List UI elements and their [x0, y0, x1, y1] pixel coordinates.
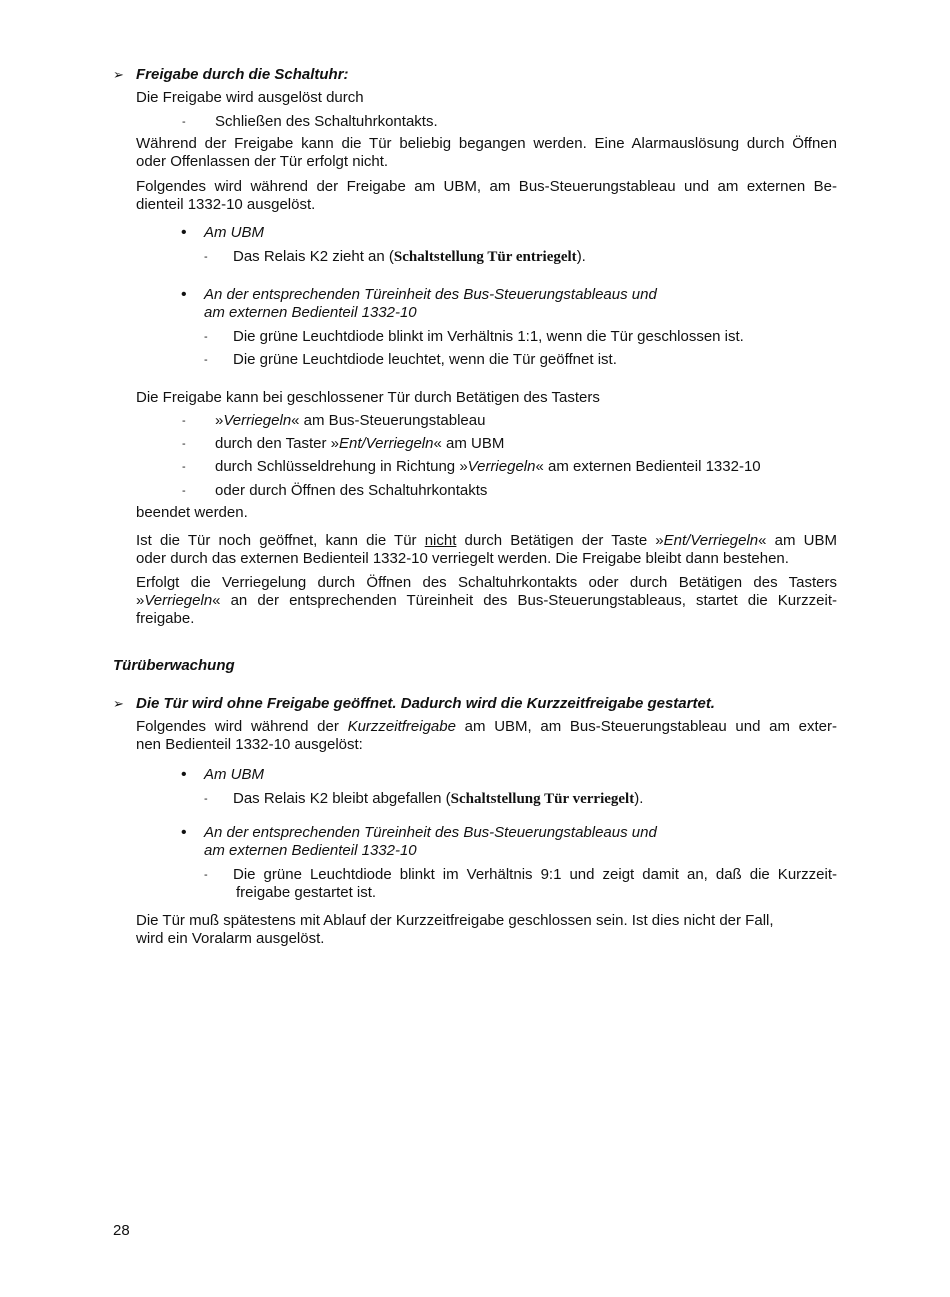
text-run: Das Relais K2 bleibt abgefallen ( [233, 790, 451, 807]
dash-marker: - [204, 793, 208, 805]
bullet-icon: • [181, 766, 187, 783]
dash-marker: - [204, 354, 208, 366]
underlined-text: nicht [424, 532, 457, 549]
list-item [215, 458, 761, 476]
paragraph: freigabe. [136, 610, 195, 627]
section-title-tueruberwachung: Türüberwachung [113, 657, 235, 674]
dash-marker: - [182, 485, 186, 497]
paragraph: nen Bedienteil 1332-10 ausgelöst: [136, 736, 363, 753]
paragraph [136, 592, 837, 610]
dash-marker: - [204, 251, 208, 263]
text-run: Ent/Verriegeln [663, 532, 759, 549]
list-item: Schließen des Schaltuhrkontakts. [215, 113, 438, 130]
text-run: am UBM, am Bus-Steuerungstableau und am exter- [455, 718, 837, 735]
paragraph: dienteil 1332-10 ausgelöst. [136, 196, 316, 213]
dash-marker: - [182, 116, 186, 128]
section-heading-schaltuhr: Freigabe durch die Schaltuhr: [136, 66, 349, 83]
list-item: Die grüne Leuchtdiode blinkt im Verhältnis 9:1 und zeigt damit an, daß die Kurzzeit- [233, 866, 837, 883]
text-run: « am UBM [433, 435, 505, 452]
bullet-icon: • [181, 824, 187, 841]
text-run: Folgendes wird während der [136, 718, 348, 735]
paragraph: Während der Freigabe kann die Tür beliebig begangen werden. Eine Alarmauslösung durch Öffnen [136, 135, 837, 152]
list-item: freigabe gestartet ist. [236, 884, 377, 901]
paragraph: Erfolgt die Verriegelung durch Öffnen des Schaltuhrkontakts oder durch Betätigen des Tasters [136, 574, 837, 591]
text-run: Verriegeln [467, 458, 536, 475]
text-run: » [136, 592, 145, 609]
paragraph [136, 532, 837, 550]
text-run: ). [576, 248, 586, 265]
bullet-heading: An der entsprechenden Türeinheit des Bus-Steuerungstableaus und [204, 824, 657, 841]
arrow-bullet-icon: ➢ [113, 67, 124, 82]
switch-state-text: Schaltstellung Tür verriegelt [450, 791, 635, 807]
dash-marker: - [182, 438, 186, 450]
list-item: Die grüne Leuchtdiode leuchtet, wenn die Tür geöffnet ist. [233, 351, 617, 368]
bullet-heading: am externen Bedienteil 1332-10 [204, 842, 417, 859]
paragraph: beendet werden. [136, 504, 248, 521]
text-run: Ist die Tür noch geöffnet, kann die Tür [136, 532, 425, 549]
bullet-heading: am externen Bedienteil 1332-10 [204, 304, 417, 321]
bullet-icon: • [181, 286, 187, 303]
text-run: durch den Taster » [215, 435, 339, 452]
text-run: « am Bus-Steuerungstableau [291, 412, 486, 429]
list-item [215, 435, 504, 453]
text-run: « an der entsprechenden Türeinheit des Bus-Steuerungstableaus, startet die Kurzzeit- [212, 592, 837, 609]
text-run: Verriegeln [144, 592, 213, 609]
dash-marker: - [182, 415, 186, 427]
paragraph: Die Freigabe kann bei geschlossener Tür durch Betätigen des Tasters [136, 389, 600, 406]
text-run: « am UBM [758, 532, 837, 549]
text-run: ). [634, 790, 644, 807]
page-number: 28 [113, 1222, 130, 1239]
dash-marker: - [204, 331, 208, 343]
paragraph: Folgendes wird während der Freigabe am UBM, am Bus-Steuerungstableau und am externen Be- [136, 178, 837, 195]
text-run: « am externen Bedienteil 1332-10 [535, 458, 761, 475]
text-run: Verriegeln [223, 412, 292, 429]
paragraph: oder Offenlassen der Tür erfolgt nicht. [136, 153, 389, 170]
text-run: durch Betätigen der Taste » [456, 532, 664, 549]
switch-state-text: Schaltstellung Tür entriegelt [393, 249, 577, 265]
text-run: » [215, 412, 224, 429]
paragraph: Die Tür muß spätestens mit Ablauf der Kurzzeitfreigabe geschlossen sein. Ist dies nicht der Fall, [136, 912, 774, 929]
dash-marker: - [182, 461, 186, 473]
bullet-heading: Am UBM [204, 766, 264, 783]
paragraph: wird ein Voralarm ausgelöst. [136, 930, 325, 947]
text-run: durch Schlüsseldrehung in Richtung » [215, 458, 468, 475]
text-run: Das Relais K2 zieht an ( [233, 248, 394, 265]
paragraph: Die Freigabe wird ausgelöst durch [136, 89, 364, 106]
paragraph: oder durch das externen Bedienteil 1332-10 verriegelt werden. Die Freigabe bleibt dann bestehen. [136, 550, 789, 567]
list-item: oder durch Öffnen des Schaltuhrkontakts [215, 482, 488, 499]
list-item: Die grüne Leuchtdiode blinkt im Verhältnis 1:1, wenn die Tür geschlossen ist. [233, 328, 744, 345]
arrow-bullet-icon: ➢ [113, 696, 124, 711]
bullet-heading: Am UBM [204, 224, 264, 241]
dash-marker: - [204, 869, 208, 881]
text-run: Kurzzeitfreigabe [347, 718, 456, 735]
list-item [233, 248, 586, 266]
section-heading: Die Tür wird ohne Freigabe geöffnet. Dadurch wird die Kurzzeitfreigabe gestartet. [136, 695, 715, 712]
bullet-heading: An der entsprechenden Türeinheit des Bus-Steuerungstableaus und [204, 286, 657, 303]
list-item [215, 412, 485, 430]
list-item [233, 790, 643, 808]
paragraph [136, 718, 837, 736]
text-run: Ent/Verriegeln [338, 435, 434, 452]
bullet-icon: • [181, 224, 187, 241]
